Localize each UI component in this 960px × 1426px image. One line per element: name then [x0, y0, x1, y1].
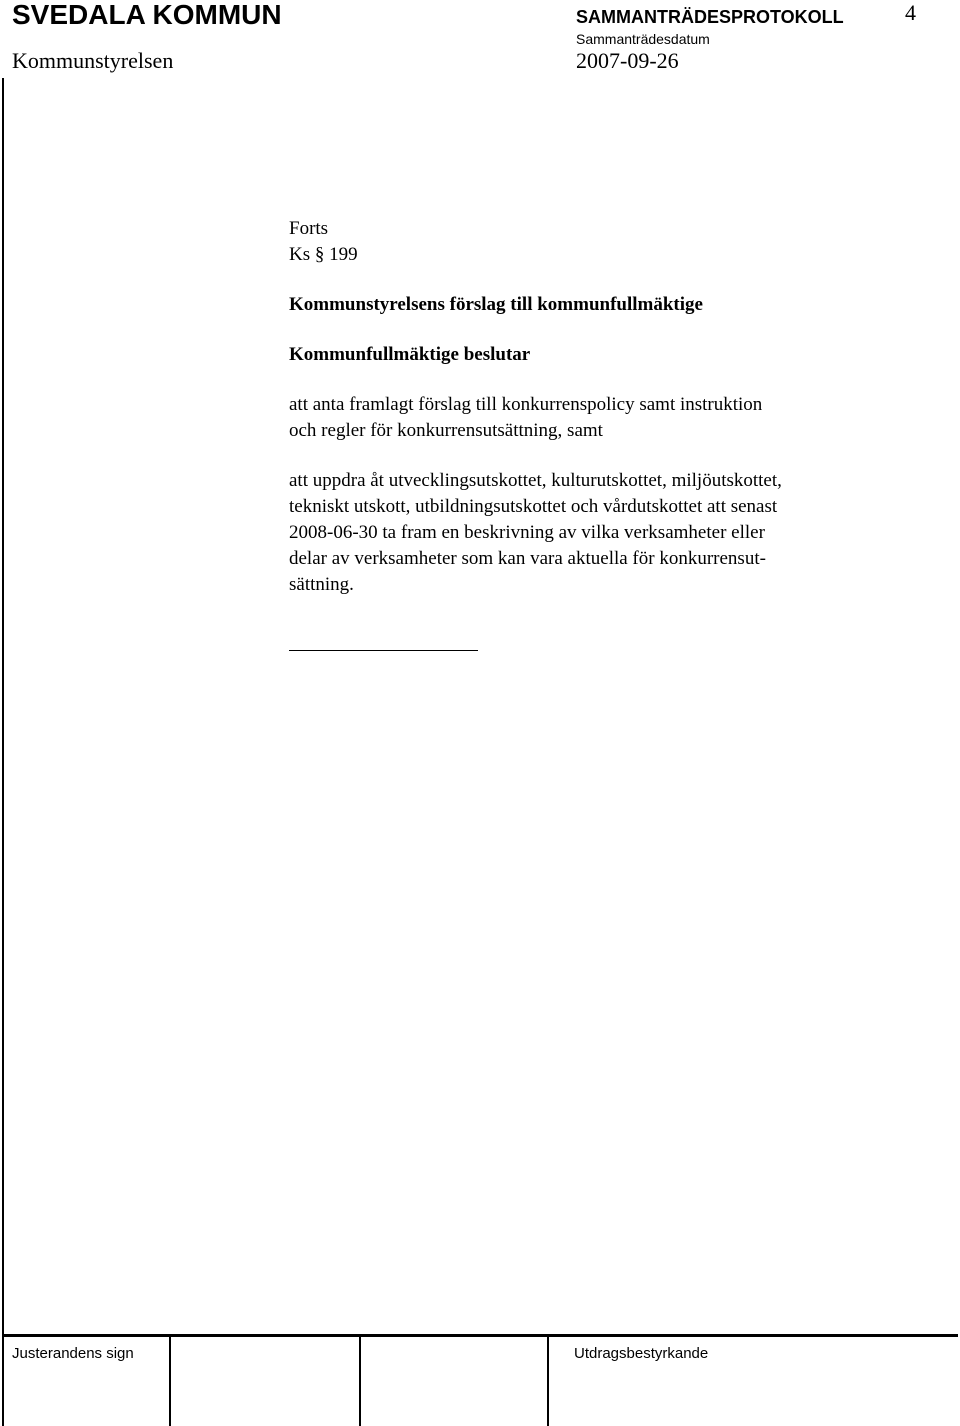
case-reference: Ks § 199	[289, 244, 358, 265]
decision-line: och regler för konkurrensutsättning, samt	[289, 420, 603, 441]
footer-divider	[547, 1334, 549, 1426]
meeting-date: 2007-09-26	[576, 48, 679, 73]
decision-heading: Kommunfullmäktige beslutar	[289, 344, 531, 365]
footer-divider	[169, 1334, 171, 1426]
continuation-label: Forts	[289, 218, 329, 239]
decision-line: tekniskt utskott, utbildningsutskottet och vårdutskottet att senast	[289, 496, 778, 517]
closing-rule	[289, 650, 478, 651]
document-body	[289, 216, 889, 598]
proposal-heading: Kommunstyrelsens förslag till kommunfullmäktige	[289, 294, 703, 315]
board-name: Kommunstyrelsen	[12, 48, 174, 73]
meeting-date-label: Sammanträdesdatum	[576, 31, 710, 47]
decision-line: delar av verksamheter som kan vara aktuella för konkurrensut-	[289, 548, 766, 569]
decision-line: att anta framlagt förslag till konkurrenspolicy samt instruktion	[289, 394, 763, 415]
organization-name: SVEDALA KOMMUN	[12, 0, 282, 30]
justifier-signature-label: Justerandens sign	[12, 1345, 134, 1362]
decision-line: sättning.	[289, 574, 354, 595]
left-margin-rule	[2, 78, 4, 1426]
protocol-title: SAMMANTRÄDESPROTOKOLL	[576, 7, 844, 27]
footer-top-rule	[2, 1334, 958, 1337]
decision-line: 2008-06-30 ta fram en beskrivning av vilka verksamheter eller	[289, 522, 765, 543]
footer-divider	[359, 1334, 361, 1426]
extract-certification-label: Utdragsbestyrkande	[574, 1345, 709, 1362]
page-number: 4	[905, 0, 916, 25]
decision-line: att uppdra åt utvecklingsutskottet, kulturutskottet, miljöutskottet,	[289, 470, 782, 491]
